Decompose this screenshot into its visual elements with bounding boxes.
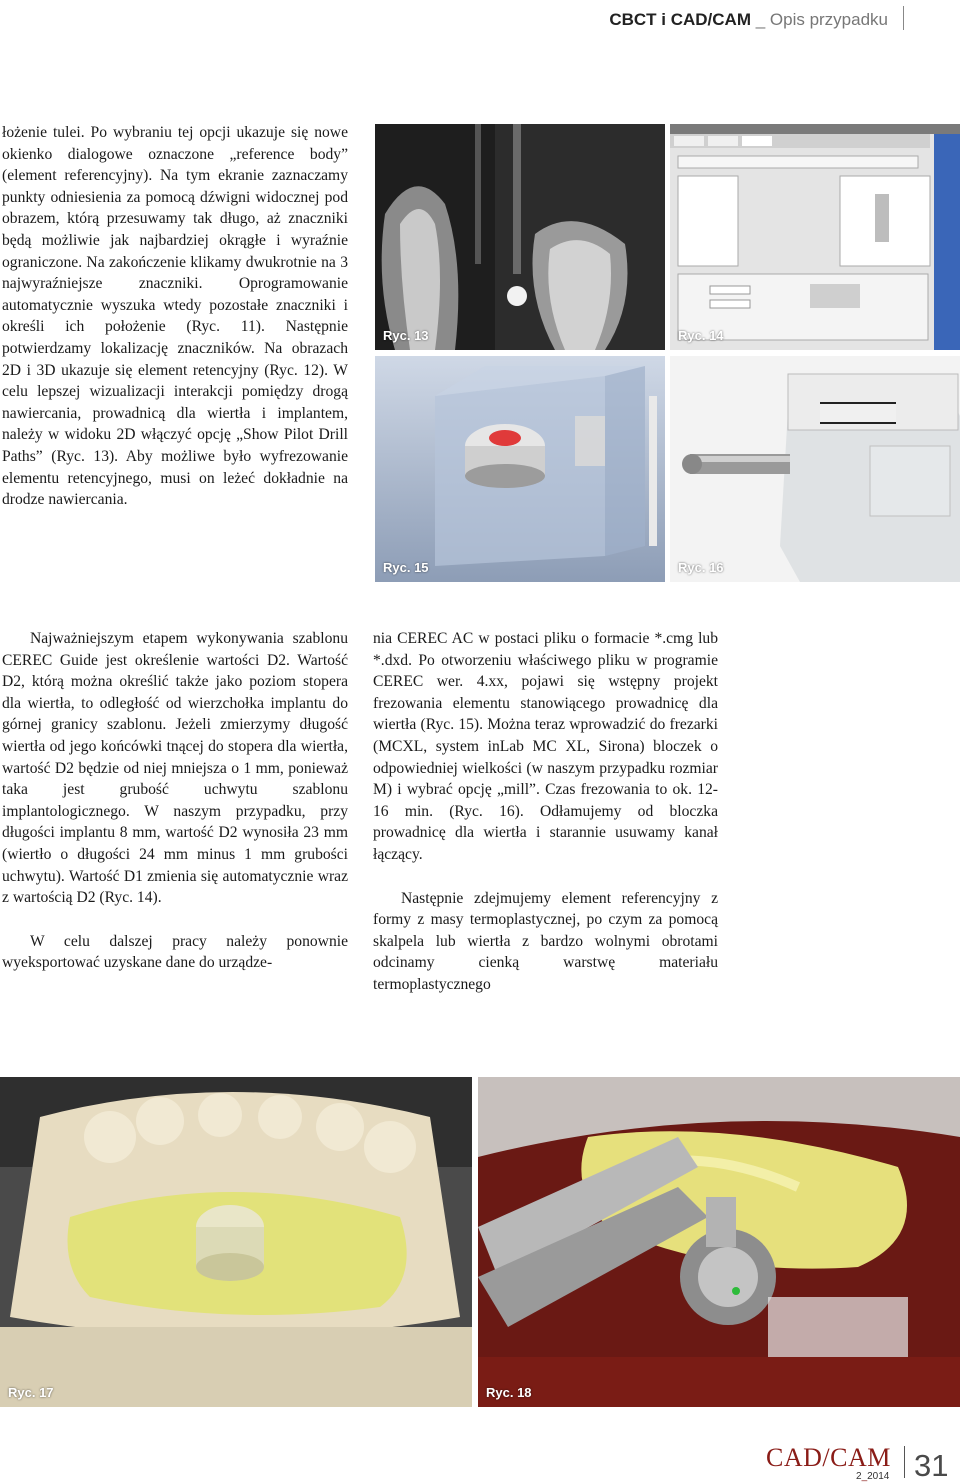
footer-divider (904, 1446, 905, 1478)
cbct-image (375, 124, 665, 350)
paragraph: Następnie zdejmujemy element referencyjny z formy z masy termoplastycznej, po czym za pomocą skalpela lub wiertła z bardzo wolnymi obrotami odcinamy cienką warstwę materiału termoplastycznego (373, 889, 718, 993)
intraoral-photo (478, 1077, 960, 1407)
issue-year: 2014 (867, 1471, 890, 1482)
figure-13-cbct-slice (375, 124, 665, 350)
journal-brand: CAD/CAM (766, 1443, 891, 1472)
text-column-bottom-left (2, 628, 348, 974)
figure-caption: Ryc. 16 (678, 560, 724, 575)
figure-caption: Ryc. 18 (486, 1385, 532, 1400)
header-divider (903, 6, 904, 30)
paragraph: nia CEREC AC w postaci pliku o formacie *.cmg lub *.dxd. Po otworzeniu właściwego pliku w programie CEREC wer. 4.xx, pojawi się wstępny projekt frezowania elementu stanowiącego prowadnicę dla wiertła (Ryc. 15). Można teraz wprowadzić do frezarki (MCXL, system inLab MC XL, Sirona) bloczek o odpowiedniej wielkości (w naszym przypadku rozmiar M) i wybrać opcję „mill”. Czas frezowania to ok. 12-16 min. (Ryc. 16). Odłamujemy od bloczka prowadnicę dla wiertła i starannie usuwamy kanał łączący. (373, 630, 718, 863)
figure-caption: Ryc. 14 (678, 328, 724, 343)
cerec-3d-view (375, 356, 665, 582)
header-subsection: _ Opis przypadku (750, 10, 888, 29)
issue-label (856, 1471, 889, 1482)
paragraph: łożenie tulei. Po wybraniu tej opcji ukazuje się nowe okienko dialogowe oznaczone „reference body” (element referencyjny). Na tym ekranie zaznaczamy punkty odniesienia za pomocą dźwigni widocznej pod obrazem, którą przesuwamy tak długo, aż znaczniki będą możliwie jak najbardziej okrągłe i wyraźnie ograniczone. Na zakończenie klikamy dwukrotnie na 3 najwyraźniejsze znaczniki. Oprogramowanie automatycznie wyszuka wtedy pozostałe znaczniki i określi ich położenie (Ryc. 11). Następnie potwierdzamy lokalizację znaczników. Na obrazach 2D i 3D ukazuje się element retencyjny (Ryc. 12). W celu lepszej wizualizacji interakcji pomiędzy drogą nawiercania, prowadnicą dla wiertła i implantem, należy w widoku 2D włączyć opcję „Show Pilot Drill Paths” (Ryc. 13). Aby możliwe było wyfrezowanie elementu retencyjnego, musi on leżeć dokładnie na drodze nawiercania. (2, 124, 348, 509)
figure-caption: Ryc. 13 (383, 328, 429, 343)
text-column-top-left (2, 122, 348, 511)
software-screenshot (670, 124, 960, 350)
block-photo (670, 356, 960, 582)
figure-17-model-template (0, 1077, 472, 1407)
text-column-bottom-right (373, 628, 718, 996)
issue-separator: _ (861, 1471, 868, 1482)
running-header (609, 10, 888, 30)
paragraph: Najważniejszym etapem wykonywania szablonu CEREC Guide jest określenie wartości D2. Wartość D2, którą można określić także jako poziom stopera dla wiertła, to odległość od wierzchołka implantu do górnej granicy szablonu. Jeżeli zmierzymy długość wiertła od jego końcówki tnącej do stopera dla wiertła, wartość D2 będzie od niej mniejsza o 1 mm, ponieważ taka jest grubość uchwytu szablonu implantologicznego. W naszym przypadku, przy długości implantu 8 mm, wartość D2 wynosiła 23 mm (wiertło o długości 24 mm minus 1 mm grubości uchwytu). Wartość D1 zmienia się automatycznie wraz z wartością D2 (Ryc. 14). (2, 630, 348, 907)
figure-14-software-dialog (670, 124, 960, 350)
header-section: CBCT i CAD/CAM (609, 10, 751, 29)
figure-16-milled-block (670, 356, 960, 582)
figure-caption: Ryc. 15 (383, 560, 429, 575)
issue-number: 2 (856, 1471, 862, 1482)
page-number: 31 (914, 1448, 949, 1483)
paragraph: W celu dalszej pracy należy ponownie wyeksportować uzyskane dane do urządze- (2, 932, 348, 972)
figure-18-intraoral-drilling (478, 1077, 960, 1407)
figure-15-cerec-design (375, 356, 665, 582)
figure-caption: Ryc. 17 (8, 1385, 54, 1400)
model-photo (0, 1077, 472, 1407)
